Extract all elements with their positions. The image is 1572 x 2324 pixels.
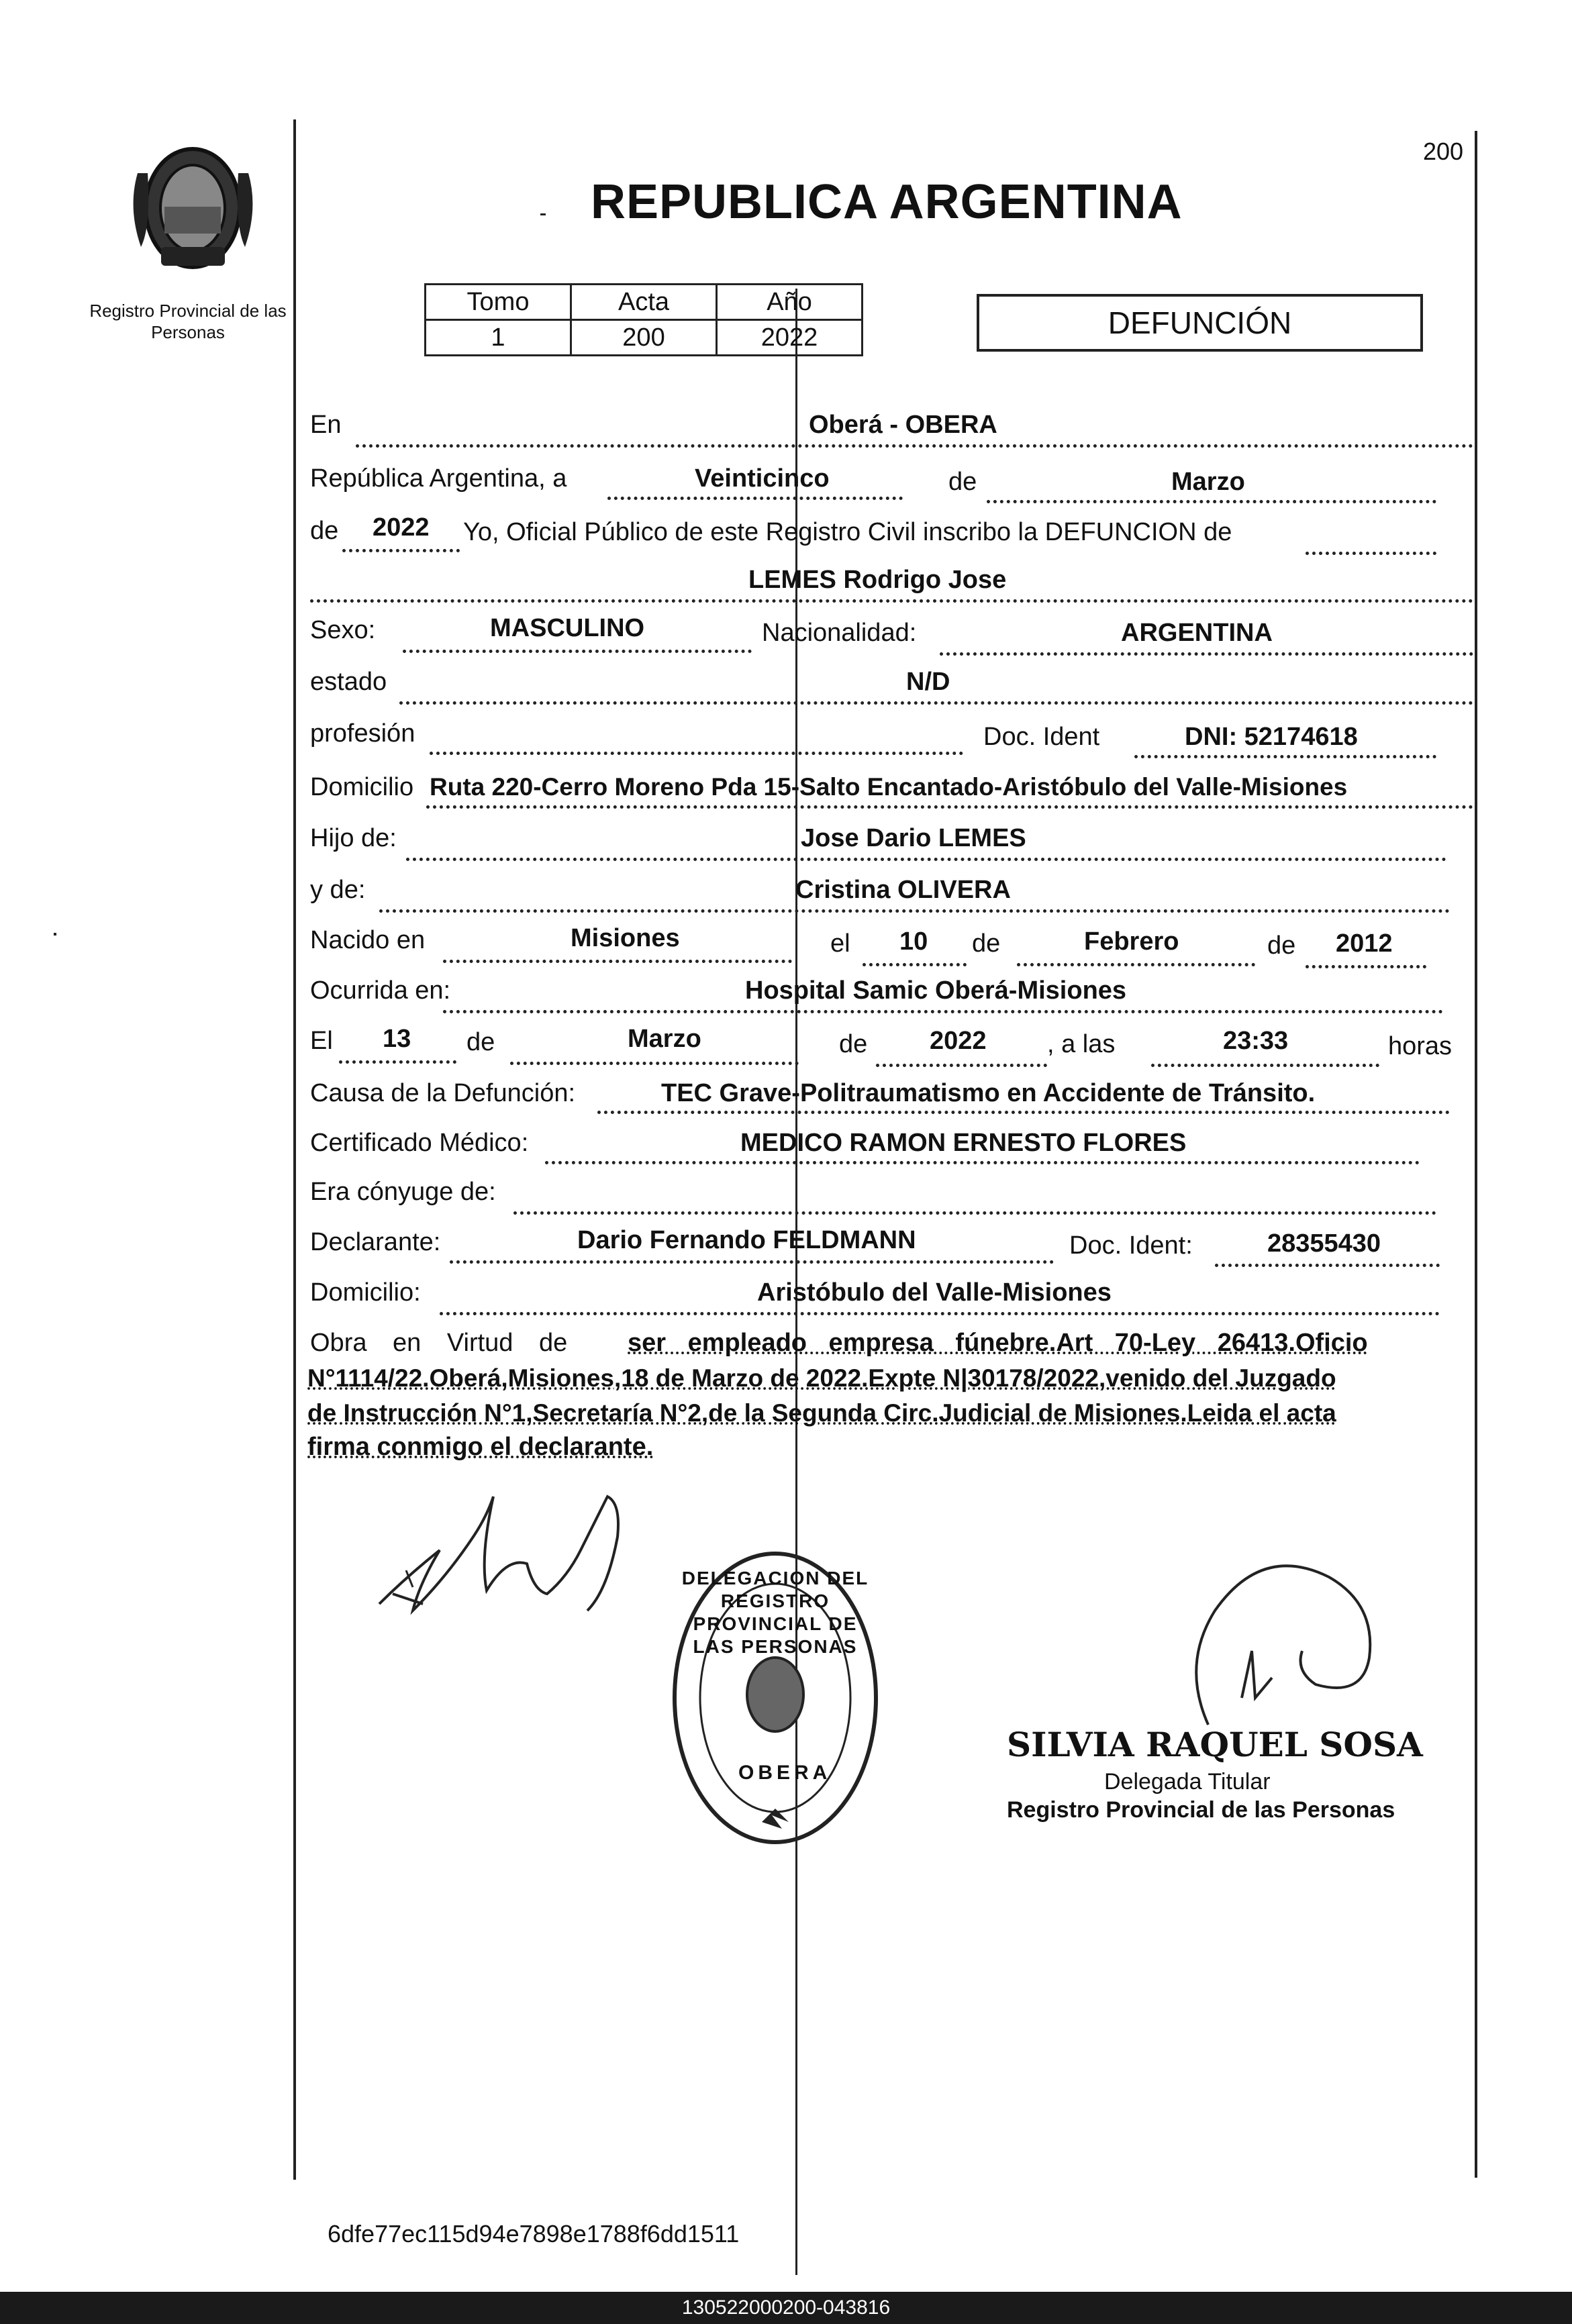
table-value-tomo: 1 [426, 320, 571, 356]
label-sexo: Sexo: [310, 616, 376, 644]
dotted-line [430, 752, 963, 755]
dotted-line [356, 444, 1473, 448]
value-declarant-address: Aristóbulo del Valle-Misiones [757, 1278, 1112, 1307]
value-year: 2022 [373, 513, 430, 542]
dot-mark [54, 933, 56, 936]
dotted-line [545, 1161, 1420, 1164]
value-doc: DNI: 52174618 [1185, 723, 1358, 751]
label-domicilio-2: Domicilio: [310, 1278, 421, 1307]
value-death-day: 13 [383, 1025, 411, 1053]
value-mother: Cristina OLIVERA [795, 876, 1011, 904]
label-y-de: y de: [310, 876, 366, 904]
registry-table [424, 283, 863, 356]
table-header-acta: Acta [571, 285, 717, 320]
dotted-line [426, 805, 1473, 809]
dotted-line [597, 1111, 1450, 1114]
value-sex: MASCULINO [490, 614, 645, 642]
label-a-las: , a las [1047, 1030, 1116, 1058]
page-number: 200 [1423, 138, 1464, 165]
label-yo-oficial: Yo, Oficial Público de este Registro Civil inscribo la DEFUNCION de [463, 518, 1232, 546]
obra-line-4: firma conmigo el declarante. [307, 1433, 654, 1461]
dotted-line [399, 701, 1473, 705]
official-name: SILVIA RAQUEL SOSA [1007, 1725, 1423, 1764]
record-type-box: DEFUNCIÓN [977, 294, 1423, 352]
label-hijo-de: Hijo de: [310, 824, 397, 852]
official-office: Registro Provincial de las Personas [1007, 1797, 1395, 1823]
label-conyuge: Era cónyuge de: [310, 1178, 496, 1206]
page-title: REPUBLICA ARGENTINA [591, 175, 1183, 229]
dotted-line [379, 909, 1450, 913]
obra-line-1: ser empleado empresa fúnebre.Art 70-Ley 26413.Oficio [628, 1329, 1368, 1357]
value-address: Ruta 220-Cerro Moreno Pda 15-Salto Encantado-Aristóbulo del Valle-Misiones [430, 773, 1348, 801]
dotted-line [310, 599, 1473, 603]
dotted-line [406, 858, 1446, 861]
label-nacido-en: Nacido en [310, 926, 426, 954]
label-doc-ident: Doc. Ident [983, 723, 1100, 751]
value-marital-status: N/D [906, 668, 950, 696]
label-certificado: Certificado Médico: [310, 1129, 529, 1157]
obra-line-3: de Instrucción N°1,Secretaría N°2,de la Segunda Circ.Judicial de Misiones.Leida el acta [307, 1399, 1336, 1427]
document-hash: 6dfe77ec115d94e7898e1788f6dd1511 [328, 2220, 740, 2247]
dotted-line [339, 1060, 456, 1064]
dotted-line [607, 497, 903, 500]
dotted-line [863, 963, 967, 966]
dotted-line [1215, 1264, 1440, 1267]
dotted-line [1306, 965, 1426, 968]
label-estado: estado [310, 668, 387, 696]
official-stamp [665, 1540, 886, 1856]
label-en: En [310, 411, 342, 439]
label-obra: Obra en Virtud de [310, 1329, 568, 1357]
label-doc-ident-2: Doc. Ident: [1069, 1231, 1193, 1260]
dotted-line [1151, 1064, 1379, 1067]
value-doctor: MEDICO RAMON ERNESTO FLORES [740, 1129, 1187, 1157]
value-nationality: ARGENTINA [1121, 619, 1273, 647]
value-death-time: 23:33 [1223, 1027, 1289, 1055]
value-declarant-doc: 28355430 [1267, 1229, 1381, 1258]
value-death-year: 2022 [930, 1027, 987, 1055]
table-value-acta: 200 [571, 320, 717, 356]
dotted-line [1306, 552, 1436, 555]
value-death-month: Marzo [628, 1025, 701, 1053]
footer-bar: 130522000200-043816 [0, 2292, 1572, 2324]
label-declarante: Declarante: [310, 1228, 441, 1256]
label-ocurrida-en: Ocurrida en: [310, 976, 451, 1005]
value-birth-year: 2012 [1336, 929, 1393, 958]
label-horas: horas [1388, 1032, 1453, 1060]
dotted-line [403, 650, 752, 653]
stamp-city: OBERA [738, 1762, 832, 1784]
dotted-line [450, 1260, 1054, 1264]
table-header-anio: Año [717, 285, 863, 320]
label-el-cap: El [310, 1027, 333, 1055]
label-de: de [948, 468, 977, 496]
declarant-signature [366, 1476, 654, 1651]
label-republica: República Argentina, a [310, 464, 567, 493]
right-margin-line [1475, 131, 1477, 2178]
value-cause: TEC Grave-Politraumatismo en Accidente de Tránsito. [661, 1079, 1316, 1107]
label-nacionalidad: Nacionalidad: [762, 619, 917, 647]
dotted-line [940, 652, 1473, 656]
label-el: el [830, 929, 850, 958]
label-de: de [466, 1028, 495, 1056]
dotted-line [443, 1010, 1443, 1013]
official-signature [1155, 1530, 1423, 1745]
dotted-line [1017, 963, 1255, 966]
label-de: de [310, 517, 339, 545]
value-father: Jose Dario LEMES [801, 824, 1026, 852]
label-de: de [1267, 931, 1296, 960]
value-birth-place: Misiones [571, 924, 680, 952]
value-death-place: Hospital Samic Oberá-Misiones [745, 976, 1127, 1005]
dotted-line [876, 1064, 1047, 1067]
stamp-text: DELEGACION DEL REGISTRO PROVINCIAL DE LAS PERSONAS [681, 1568, 869, 1657]
value-birth-month: Febrero [1084, 927, 1179, 956]
dotted-line [1134, 755, 1436, 758]
label-domicilio: Domicilio [310, 773, 414, 801]
label-de: de [839, 1030, 868, 1058]
dotted-line [443, 960, 792, 963]
dotted-line [987, 500, 1436, 503]
official-role: Delegada Titular [1104, 1769, 1271, 1795]
value-day-words: Veinticinco [695, 464, 830, 493]
label-causa: Causa de la Defunción: [310, 1079, 576, 1107]
value-month: Marzo [1171, 468, 1245, 496]
label-profesion: profesión [310, 719, 415, 748]
value-declarant: Dario Fernando FELDMANN [577, 1226, 916, 1254]
dotted-line [510, 1062, 799, 1065]
province-logo [124, 133, 262, 284]
dotted-line [342, 549, 460, 552]
logo-caption: Registro Provincial de las Personas [89, 301, 287, 342]
value-deceased: LEMES Rodrigo Jose [748, 566, 1007, 594]
dotted-line [440, 1312, 1440, 1315]
obra-line-2: N°1114/22.Oberá,Misiones,18 de Marzo de 2022.Expte N|30178/2022,venido del Juzgado [307, 1364, 1336, 1392]
table-value-anio: 2022 [717, 320, 863, 356]
table-header-tomo: Tomo [426, 285, 571, 320]
left-margin-line [293, 119, 296, 2180]
value-birth-day: 10 [899, 927, 928, 956]
dash-mark [540, 213, 546, 215]
value-place: Oberá - OBERA [809, 411, 997, 439]
label-de: de [972, 929, 1001, 958]
dotted-line [513, 1211, 1436, 1215]
